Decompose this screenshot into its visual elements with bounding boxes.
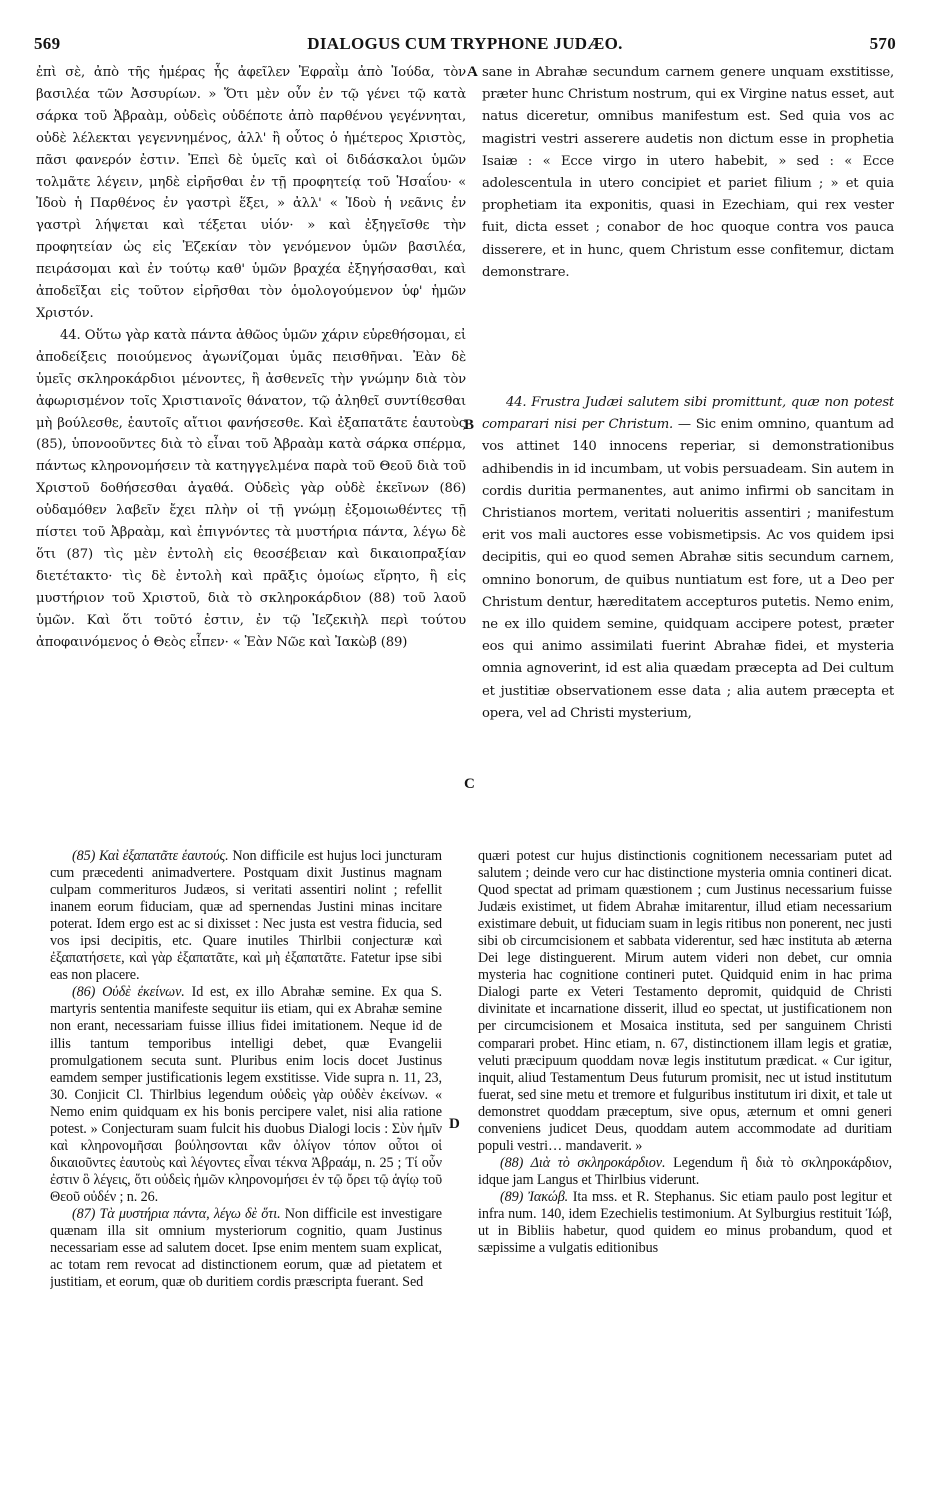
greek-text-column: [36, 62, 466, 842]
note-86-text: Id est, ex illo Abrahæ semine. Ex qua S. martyris sententia manifeste sequitur iis etiam, qui ex Abrahæ semine non erant, necessariam fuisse illius fidei imitationem. Neque id de illis tantum temporibus intelligi debet, quæ Evangelii promulgationem secuta sunt. Pluribus enim locis docet Justinus eamdem semper justificationis legem exstitisse. Vide supra n. 11, 23, 30. Conjicit Cl. Thirlbius legendum οὐδεὶς γὰρ οὐδὲν ἐκείνων. « Nemo enim quidquam ex his bonis percipere valet, nisi alia ratione potest. » Conjecturam suam fulcit his duobus Dialogi locis : Σὺν ἡμῖν καὶ κληρονομῆσαι βούλησονται κἂν ὀλίγον τόπον οὗτοι οἱ δικαιοῦντες ἑαυτοὺς καὶ λέγοντες εἶναι τέκνα Ἀβραάμ, n. 25 ; Τί οὖν ἐστιν ὃ λέγεις, ὅτι οὐδεὶς ἡμῶν κληρονομήσει ἐν τῷ ὄρει τῷ ἁγίῳ τοῦ Θεοῦ οὐδέν ; n. 26.: [50, 984, 442, 1205]
chapter-summary: 44. Frustra Judæi salutem sibi promittunt, quæ non potest comparari nisi per Christum.: [482, 395, 894, 433]
margin-marker-a: A: [467, 64, 478, 80]
note-89-lemma: (89) Ἰακώβ.: [500, 1188, 569, 1205]
note-85-lemma: (85) Καὶ ἐξαπατᾶτε ἑαυτούς.: [72, 848, 229, 864]
latin-paragraph-44: [482, 392, 894, 725]
page-header: [34, 34, 896, 58]
margin-marker-b: B: [464, 417, 475, 433]
note-87: [50, 1206, 442, 1291]
latin-text-column: [482, 62, 894, 842]
greek-paragraph-44: 44. Οὕτω γὰρ κατὰ πάντα ἀθῶος ὑμῶν χάριν εὑρεθήσομαι, εἰ ἀποδείξεις ποιούμενος ἀγωνίζομαι ὑμᾶς πεισθῆναι. Ἐὰν δὲ ὑμεῖς σκληροκάρδιοι μένοντες, ἢ ἀσθενεῖς τὴν γνώμην διὰ τὸν ἀφωρισμένον τοῖς Χριστιανοῖς θάνατον, τῷ ἀληθεῖ συντίθεσθαι μὴ βούλεσθε, ἑαυτοῖς αἴτιοι φανήσεσθε. Καὶ ἐξαπατᾶτε ἑαυτοὺς (85), ὑπονοοῦντες διὰ τὸ εἶναι τοῦ Ἀβραὰμ κατὰ σάρκα σπέρμα, πάντως κληρονομήσειν τὰ κατηγγελμένα παρὰ τοῦ Θεοῦ διὰ τοῦ Χριστοῦ δοθήσεσθαι ἀγαθά. Οὐδεὶς γὰρ οὐδὲ ἐκεῖνων (86) οὐδαμόθεν λαβεῖν ἔχει πλὴν οἱ τῇ γνώμῃ ἐξομοιωθέντες τῇ πίστει τοῦ Ἀβραὰμ, καὶ ἐπιγνόντες τὰ μυστήρια πάντα, λέγω δὲ ὅτι (87) τὶς μὲν ἐντολὴ εἰς θεοσέβειαν καὶ δικαιοπραξίαν διετέτακτο· τὶς δὲ ἐντολὴ καὶ πρᾶξις ὁμοίως εἴρητο, ἢ εἰς μυστήριον τοῦ Χριστοῦ, διὰ τὸ σκληροκάρδιον (88) τοῦ λαοῦ ὑμῶν. Καὶ ὅτι τοῦτό ἐστιν, ἐν τῷ Ἰεζεκιὴλ περὶ τούτου ἀποφαινόμενος ὁ Θεὸς εἶπεν· « Ἐὰν Νῶε καὶ Ἰακὼβ (89): [36, 327, 466, 650]
notes-left-column: [50, 848, 442, 1488]
note-87-continued: quæri potest cur hujus distinctionis cognitionem necessariam putet ad salutem ; deinde vero cur hac distinctione mysteria omnia contineri dicat. Quod spectat ad primam quæstionem ; cum Justinus necessarium fuisse Judæis existimet, ut fidem Abrahæ imitarentur, illud etiam necessarium existimare debuit, ut fiduciam suam in legis ritibus non ponerent, nec justi sibi ob circumcisionem et sabbata viderentur, sed hæc instituta ab æterna Dei lege distinguerent. Mirum autem videri non debet, cur omnia mysteria hac cognitione contineri putet. Quidquid enim in hac prima Dialogi parte ex Veteri Testamento depromit, quidquid de Christi divinitate et incarnatione disserit, illud eo spectat, ut justificationem non per circumcisionem et Mosaica instituta, sed per sanguinem Christi comparari probet. Hinc etiam, n. 67, distinctionem illam legis et gratiæ, veluti præcipuum quoddam novæ legis institutum prædicat. « Cur igitur, inquit, aliud Testamentum Deus futurum promisit, nec ut istud institutum fuerat, sed sine metu et tremore et fulguribus institutum iri dixit, et tale ut demonstret quoddam præceptum, sive opus, æternum et omni generi conveniens judicet Deus, quoddam autem accommodate ad duritiam populi vestri… mandaverit. »: [478, 848, 892, 1154]
page-number-left: 569: [34, 34, 61, 53]
page-number-right: 570: [869, 34, 896, 53]
latin-paragraph-43: sane in Abrahæ secundum carnem genere unquam exstitisse, præter hunc Christum nostrum, qui ex Virgine natus esset, aut natus diceretur, omnibus manifestum est. Sed quia vos ac magistri vestri asserere audetis non dictum esse in prophetia Isaiæ : « Ecce virgo in utero habebit, » sed : « Ecce adolescentula in utero concipiet et pariet filium ; » et quia prophetiam ita exponitis, quasi in Ezechiam, qui rex vester fuit, dicta esset ; conabor de hoc quoque contra vos pauca disserere, et in hunc, quem Christum esse confitemur, dictam demonstrare.: [482, 65, 894, 280]
note-88-lemma: (88) Διὰ τὸ σκληροκάρδιον.: [500, 1154, 666, 1171]
margin-marker-d: D: [449, 1116, 460, 1132]
note-86: [50, 984, 442, 1206]
note-85: [50, 848, 442, 984]
note-87-text: Non difficile est investigare quænam illa sit omnium mysteriorum cognitio, quam Justinus necessariam esse ad salutem docet. Ipse enim mentem suam explicat, ac totam rem revocat ad distinctionem eorum, quæ ad pietatem et justitiam, et eorum, quæ ob duritiem cordis præscripta fuerant. Sed: [50, 1205, 442, 1291]
note-88: [478, 1155, 892, 1189]
note-88-text: Legendum ἢ διὰ τὸ σκληροκάρδιον, idque jam Langus et Thirlbius viderunt.: [478, 1154, 892, 1188]
note-87-lemma: (87) Τὰ μυστήρια πάντα, λέγω δὲ ὅτι.: [72, 1205, 281, 1222]
note-89: [478, 1189, 892, 1257]
latin-paragraph-44-text: — Sic enim omnino, quantum ad vos attinet 140 innocens reperiar, si demonstrationibus adhibendis in id incumbam, ut vobis persuadeam. Sin autem in cordis duritia permanentes, aut animo infirmi ob sancitam in Christianos mortem, veritati nolueritis assentiri ; manifestum erit vos mali auctores esse vobismetipsis. Ac vos quidem ipsi decipitis, qui eo quod semen Abrahæ sitis secundum carnem, omnino bonorum, de quibus nuntiatum est fore, ut a Deo per Christum dentur, hæreditatem accepturos putetis. Nemo enim, ne ex illo quidem semine, quidquam accipere potest, præter eos qui animo assimilati fuerint Abrahæ fidei, et mysteria omnia agnoverint, id est alia quædam præcepta ad Dei cultum et justitiæ observationem esse data ; alia autem præcepta et opera, vel ad Christi mysterium,: [482, 417, 894, 721]
note-89-text: Ita mss. et R. Stephanus. Sic etiam paulo post legitur et infra num. 140, idem Ezechielis testimonium. At Sylburgius restituit Ἰώβ, ut in Bibliis habetur, quod quidem eo minus probandum, quod et sæpissime a vulgatis editionibus: [478, 1188, 892, 1257]
note-86-lemma: (86) Οὐδὲ ἐκείνων.: [72, 984, 185, 1001]
greek-paragraph-43: ἐπὶ σὲ, ἀπὸ τῆς ἡμέρας ἧς ἀφεῖλεν Ἐφραῒμ ἀπὸ Ἰούδα, τὸν βασιλέα τῶν Ἀσσυρίων. » Ὅτι μὲν οὖν ἐν τῷ γένει τῷ κατὰ σάρκα τοῦ Ἀβραὰμ, οὐδεὶς οὐδέποτε ἀπὸ παρθένου γεγέννηται, οὐδὲ λέλεκται γεγεννημένος, ἀλλ' ἢ οὗτος ὁ ἡμέτερος Χριστὸς, πᾶσι φανερόν ἐστιν. Ἐπεὶ δὲ ὑμεῖς καὶ οἱ διδάσκαλοι ὑμῶν τολμᾶτε λέγειν, μηδὲ εἰρῆσθαι ἐν τῇ προφητείᾳ τοῦ Ἡσαΐου· « Ἰδοὺ ἡ Παρθένος ἐν γαστρὶ ἕξει, » ἀλλ' « Ἰδοὺ ἡ νεᾶνις ἐν γαστρὶ λήψεται καὶ τέξεται υἱόν· » καὶ ἐξηγεῖσθε τὴν προφητείαν ὡς εἰς Ἐζεκίαν τὸν γενόμενον ὑμῶν βασιλέα, πειράσομαι καὶ ἐν τούτῳ καθ' ὑμῶν βραχέα ἐξηγήσασθαι, καὶ ἀποδεῖξαι εἰς τοῦτον εἰρῆσθαι τὸν ὁμολογούμενον ὑφ' ἡμῶν Χριστόν.: [36, 65, 466, 321]
margin-marker-c: C: [464, 776, 475, 792]
note-85-text: Non difficile est hujus loci juncturam cum præcedenti animadvertere. Postquam dixit Justinus magnam culpam commerituros Judæos, si veritati assentiri nolint ; refellit inanem eorum fiduciam, quæ ad spernendas Justini minas incitare poterat. Idem ergo est ac si dixisset : Nec justa est vestra fiducia, sed vos ipsi decipitis, etc. Quare inutiles Thirlbii conjecturæ καὶ ἐξαπατήσετε, καὶ γὰρ ἐξαπατᾶτε, καὶ μὴ ἐξαπατᾶτε. Fatetur ipse sibi eas non placere.: [50, 848, 442, 984]
notes-right-column: [478, 848, 892, 1488]
running-title: DIALOGUS CUM TRYPHONE JUDÆO.: [307, 34, 623, 53]
